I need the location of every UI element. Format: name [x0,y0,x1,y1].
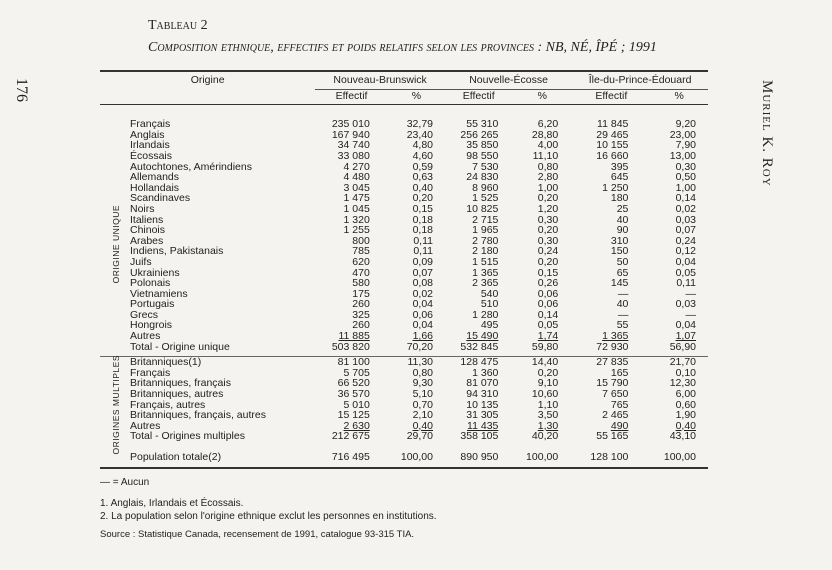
nb-effectif-cell: 716 495 [315,446,388,468]
origin-cell: Français, autres [130,398,206,411]
ipe-effectif-cell: 645 [610,171,629,184]
ne-effectif-cell: 31 305 [466,409,499,422]
ipe-effectif-cell: 40 [616,298,629,311]
ne-pct-cell: 1,10 [537,398,559,411]
ne-pct-cell: 0,20 [537,255,559,268]
running-head: Muriel K. Roy [759,80,775,187]
header-spacer [100,89,315,105]
notes-block [100,476,437,523]
ne-pct-cell: 10,60 [531,388,559,401]
ne-effectif-cell: 7 530 [472,160,499,173]
ipe-effectif-cell: 395 [610,160,629,173]
nb-pct-cell: 0,63 [412,171,433,184]
ne-pct-cell: 0,20 [537,224,559,237]
ipe-pct-cell: 23,00 [669,128,696,141]
origin-cell: Français [130,366,171,379]
nb-effectif-cell: 800 [352,234,370,247]
ne-pct-cell: 1,20 [537,202,559,215]
table-row [100,342,708,357]
ne-pct-cell: 0,30 [537,234,559,247]
ne-pct-cell: 3,50 [537,409,559,422]
ne-pct-cell: 0,20 [537,192,559,205]
origin-cell: Britanniques(1) [100,357,315,368]
ethnic-composition-table [100,70,708,469]
ne-pct-cell: 1,74 [537,330,559,343]
ipe-pct-cell: — [685,308,696,321]
ipe-pct-cell: 43,10 [669,430,696,443]
origin-cell: Grecs [130,308,159,321]
ne-pct-cell: 100,00 [512,446,572,468]
ne-pct-cell: 0,14 [537,308,559,321]
origin-cell: Hollandais [130,181,180,194]
multiple-origin-section [100,357,708,446]
nb-pct-cell: 0,18 [412,224,433,237]
ipe-pct-cell: 9,20 [675,118,696,131]
ipe-effectif-cell: — [617,287,629,300]
ipe-pct-cell: 0,24 [675,234,696,247]
ne-pct-cell: 11,10 [532,149,559,162]
nb-pct-cell: 0,11 [413,245,433,258]
ne-effectif-cell: 8 960 [472,181,499,194]
ipe-pct-cell: 1,90 [675,409,696,422]
nb-effectif-cell: 620 [352,255,370,268]
ipe-pct-cell: 0,04 [675,319,696,332]
ipe-effectif-cell: 27 835 [572,357,650,368]
ne-pct-cell: 0,20 [537,366,559,379]
nb-effectif-cell: 503 820 [331,340,370,353]
side-label-multiple: ORIGINES MULTIPLES [111,355,121,455]
ipe-effectif-cell: — [617,308,629,321]
ne-effectif-cell: 1 365 [472,266,499,279]
origin-cell: Polonais [130,277,171,290]
ne-pct-cell: 2,80 [537,171,559,184]
nb-effectif-cell: 4 480 [343,171,370,184]
ne-effectif-cell: 55 310 [466,118,499,131]
ipe-pct-cell: 0,50 [675,171,696,184]
nb-pct-cell: 0,04 [412,298,433,311]
ipe-pct-cell: 1,07 [675,330,696,343]
ipe-pct-cell: 0,03 [675,213,696,226]
origin-cell: Chinois [130,224,166,237]
ne-effectif-cell: 2 780 [472,234,499,247]
nb-effectif-cell: 81 100 [315,357,388,368]
nb-pct-cell: 4,60 [412,149,433,162]
ipe-effectif-cell: 180 [610,192,629,205]
table-row [100,431,708,446]
nb-effectif-cell: 167 940 [331,128,370,141]
ipe-pct-cell: 0,14 [675,192,696,205]
ipe-pct-cell: 0,12 [675,245,696,258]
ne-pct-cell: 59,80 [531,340,559,353]
ne-pct-cell: 0,80 [537,160,559,173]
ipe-effectif-cell: 310 [610,234,629,247]
note-1: 1. Anglais, Irlandais et Écossais. [100,498,244,509]
ne-pct-cell: 0,06 [537,287,559,300]
origin-header: Origine [100,71,315,89]
nb-effectif-cell: 212 675 [331,430,370,443]
page-number: 176 [13,78,30,102]
ipe-pct-cell: 6,00 [675,388,696,401]
nb-pct-cell: 5,10 [412,388,433,401]
nb-effectif-cell: 260 [352,298,370,311]
nb-pct-cell: 0,18 [412,213,433,226]
origin-cell: Total - Origines multiples [130,430,245,443]
ipe-effectif-cell: 25 [616,202,629,215]
nb-effectif-cell: 1 255 [343,224,370,237]
ne-pct-cell: 40,20 [531,430,559,443]
nb-effectif-cell: 15 125 [337,409,370,422]
ipe-pct-cell: 21,70 [650,357,708,368]
origin-cell: Britanniques, français, autres [130,409,266,422]
ne-pct-cell: 0,30 [537,213,559,226]
nb-pct-cell: 0,20 [412,192,433,205]
ipe-effectif-cell: 72 930 [596,340,629,353]
origin-cell: Italiens [130,213,164,226]
nb-effectif-cell: 3 045 [343,181,370,194]
nb-effectif-cell: 1 045 [343,202,370,215]
origin-cell: Irlandais [130,139,170,152]
ipe-pct-cell: 1,00 [675,181,696,194]
unique-origin-section [100,105,708,357]
ipe-pct-cell: 0,04 [675,255,696,268]
ne-pct-cell: 4,00 [537,139,559,152]
nb-pct-cell: 32,79 [406,118,433,131]
province-header-ipe: Île-du-Prince-Édouard [572,71,708,89]
ne-effectif-cell: 358 105 [460,430,499,443]
ipe-pct-cell: 7,90 [675,139,696,152]
side-label-unique: ORIGINE UNIQUE [111,205,121,284]
ipe-pct-cell: 0,07 [675,224,696,237]
ne-pct-cell: 0,15 [537,266,559,279]
origin-cell: Ukrainiens [130,266,180,279]
ne-effectif-cell: 1 525 [472,192,499,205]
nb-pct-cell: 0,08 [412,277,433,290]
ne-effectif-cell: 15 490 [466,330,499,343]
nb-pct-cell: 0,40 [412,181,433,194]
ipe-effectif-cell: 65 [616,266,629,279]
ne-pct-cell: 6,20 [537,118,559,131]
ipe-effectif-cell: 2 465 [602,409,629,422]
origin-cell: Anglais [130,128,165,141]
ne-effectif-cell: 10 825 [466,202,499,215]
nb-pct-cell: 0,07 [412,266,433,279]
nb-pct-cell: 11,30 [388,357,445,368]
pct-header: % [650,89,708,105]
table-row [100,105,708,130]
nb-effectif-cell: 4 270 [343,160,370,173]
ipe-pct-cell: 13,00 [669,149,696,162]
legend-aucun: — = Aucun [100,477,150,488]
ipe-effectif-cell: 40 [616,213,629,226]
ipe-effectif-cell: 10 155 [596,139,629,152]
ne-effectif-cell: 98 550 [466,149,499,162]
ne-effectif-cell: 81 070 [466,377,499,390]
ipe-pct-cell: 0,10 [675,366,696,379]
ne-effectif-cell: 1 280 [472,308,499,321]
nb-pct-cell: 0,15 [412,202,433,215]
nb-pct-cell: 4,80 [412,139,433,152]
table-subtitle: Composition ethnique, effectifs et poids relatifs selon les provinces : NB, NÉ, ÎPÉ ; 1991 [148,40,657,55]
ipe-pct-cell: 0,60 [675,398,696,411]
ipe-effectif-cell: 15 790 [596,377,629,390]
table-title: Tableau 2 [148,18,208,33]
origin-cell: Britanniques, français [130,377,231,390]
nb-effectif-cell: 580 [352,277,370,290]
origin-cell: Écossais [130,149,173,162]
nb-effectif-cell: 1 475 [343,192,370,205]
origin-cell: Arabes [130,234,164,247]
origin-cell: Indiens, Pakistanais [130,245,224,258]
ipe-effectif-cell: 55 [616,319,629,332]
nb-effectif-cell: 5 705 [343,366,370,379]
nb-effectif-cell: 470 [352,266,370,279]
nb-pct-cell: 9,30 [412,377,433,390]
ne-effectif-cell: 24 830 [466,171,499,184]
nb-pct-cell: 0,06 [412,308,433,321]
nb-effectif-cell: 175 [352,287,370,300]
origin-cell: Juifs [130,255,152,268]
ipe-effectif-cell: 55 165 [596,430,629,443]
ipe-effectif-cell: 90 [616,224,629,237]
ne-effectif-cell: 2 715 [472,213,499,226]
ipe-effectif-cell: 145 [610,277,629,290]
ne-pct-cell: 0,05 [537,319,559,332]
nb-pct-cell: 0,59 [412,160,433,173]
ne-effectif-cell: 11 435 [467,419,499,432]
grand-total-section [100,446,708,468]
note-2: 2. La population selon l'origine ethnique exclut les personnes en institutions. [100,511,437,522]
table-row [100,278,708,289]
ipe-effectif-cell: 1 250 [602,181,629,194]
ipe-effectif-cell: 7 650 [602,388,629,401]
ne-pct-cell: 9,10 [537,377,559,390]
nb-pct-cell: 0,40 [412,419,433,432]
ne-effectif-cell: 1 965 [472,224,499,237]
origin-cell: Autochtones, Amérindiens [130,160,252,173]
nb-effectif-cell: 33 080 [337,149,370,162]
nb-pct-cell: 70,20 [406,340,433,353]
origin-cell: Total - Origine unique [130,340,230,353]
nb-pct-cell: 100,00 [388,446,445,468]
ne-effectif-cell: 10 135 [466,398,499,411]
ipe-pct-cell: 12,30 [669,377,696,390]
province-header-nb: Nouveau-Brunswick [315,71,445,89]
nb-effectif-cell: 785 [352,245,370,258]
ipe-effectif-cell: 29 465 [596,128,629,141]
effectif-header: Effectif [445,89,512,105]
effectif-header: Effectif [315,89,388,105]
nb-effectif-cell: 34 740 [337,139,370,152]
effectif-header: Effectif [572,89,650,105]
ipe-effectif-cell: 11 845 [597,118,629,131]
origin-cell: Noirs [130,202,155,215]
ipe-effectif-cell: 50 [616,255,629,268]
ipe-pct-cell: 0,02 [675,202,696,215]
ipe-pct-cell: 100,00 [650,446,708,468]
nb-effectif-cell: 260 [352,319,370,332]
ne-effectif-cell: 890 950 [445,446,512,468]
nb-effectif-cell: 5 010 [343,398,370,411]
nb-effectif-cell: 66 520 [337,377,370,390]
ipe-pct-cell: 56,90 [669,340,696,353]
origin-cell: Hongrois [130,319,173,332]
ne-effectif-cell: 35 850 [466,139,499,152]
source-line: Source : Statistique Canada, recensement de 1991, catalogue 93-315 TIA. [100,529,415,540]
ne-effectif-cell: 2 365 [472,277,499,290]
origin-cell: Portugais [130,298,175,311]
nb-pct-cell: 29,70 [406,430,433,443]
origin-cell: Français [130,118,171,131]
origin-cell: Autres [130,330,161,343]
nb-pct-cell: 0,11 [413,234,433,247]
ipe-pct-cell: 0,11 [676,277,696,290]
nb-effectif-cell: 1 320 [343,213,370,226]
origin-cell: Autres [130,419,161,432]
ipe-effectif-cell: 150 [610,245,629,258]
ne-effectif-cell: 1 515 [472,255,499,268]
ne-pct-cell: 28,80 [531,128,559,141]
ne-effectif-cell: 540 [480,287,499,300]
ne-effectif-cell: 532 845 [460,340,499,353]
ipe-pct-cell: — [685,287,696,300]
origin-cell: Vietnamiens [130,287,188,300]
origin-cell: Britanniques, autres [130,388,224,401]
nb-effectif-cell: 235 010 [331,118,370,131]
nb-effectif-cell: 325 [352,308,370,321]
ipe-effectif-cell: 490 [610,419,629,432]
ne-pct-cell: 1,00 [537,181,559,194]
ipe-effectif-cell: 765 [610,398,629,411]
ipe-effectif-cell: 1 365 [602,330,629,343]
ne-effectif-cell: 1 360 [472,366,499,379]
table-row [100,299,708,310]
ne-pct-cell: 1,30 [537,419,559,432]
ipe-effectif-cell: 128 100 [572,446,650,468]
ne-effectif-cell: 510 [480,298,499,311]
ne-pct-cell: 0,24 [537,245,559,258]
province-header-ne: Nouvelle-Écosse [445,71,572,89]
ne-effectif-cell: 495 [480,319,499,332]
ipe-pct-cell: 0,03 [675,298,696,311]
origin-cell: Population totale(2) [100,446,315,468]
ipe-pct-cell: 0,30 [675,160,696,173]
nb-effectif-cell: 11 885 [338,330,370,343]
pct-header: % [388,89,445,105]
pct-header: % [512,89,572,105]
ne-pct-cell: 0,06 [537,298,559,311]
nb-pct-cell: 1,66 [412,330,433,343]
ne-pct-cell: 14,40 [512,357,572,368]
ne-effectif-cell: 2 180 [472,245,499,258]
nb-effectif-cell: 2 630 [343,419,370,432]
ipe-effectif-cell: 165 [610,366,629,379]
nb-pct-cell: 0,80 [412,366,433,379]
ipe-pct-cell: 0,40 [675,419,696,432]
nb-effectif-cell: 36 570 [337,388,370,401]
nb-pct-cell: 0,70 [412,398,433,411]
table-row [100,446,708,468]
ipe-pct-cell: 0,05 [675,266,696,279]
nb-pct-cell: 2,10 [412,409,433,422]
nb-pct-cell: 0,02 [412,287,433,300]
origin-cell: Allemands [130,171,180,184]
ne-effectif-cell: 94 310 [466,388,499,401]
nb-pct-cell: 0,04 [412,319,433,332]
ne-effectif-cell: 128 475 [445,357,512,368]
origin-cell: Scandinaves [130,192,191,205]
ne-effectif-cell: 256 265 [460,128,499,141]
nb-pct-cell: 23,40 [406,128,433,141]
ne-pct-cell: 0,26 [537,277,559,290]
ipe-effectif-cell: 16 660 [596,149,629,162]
nb-pct-cell: 0,09 [412,255,433,268]
